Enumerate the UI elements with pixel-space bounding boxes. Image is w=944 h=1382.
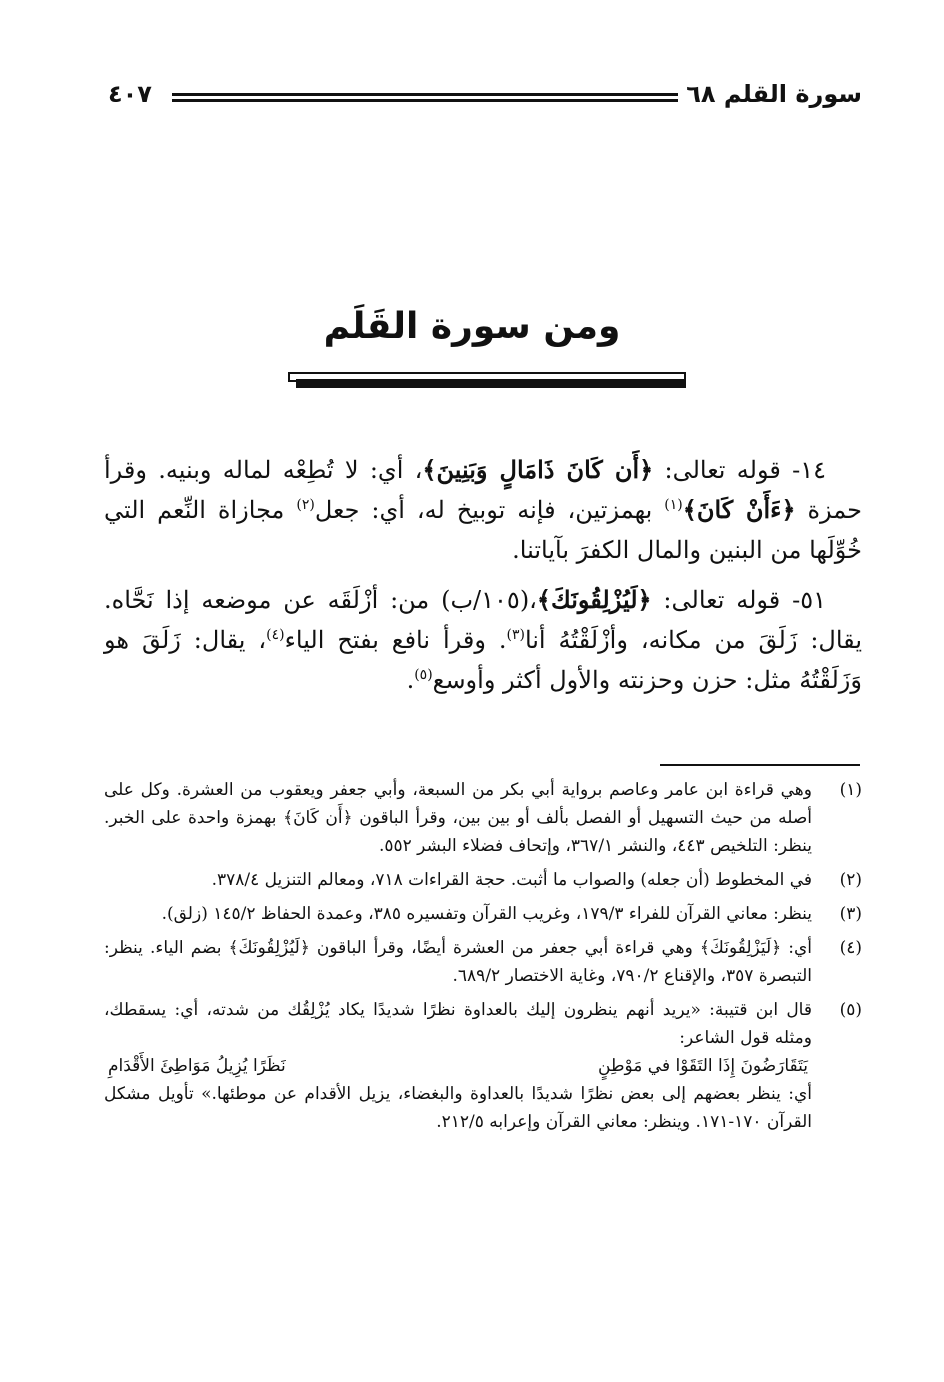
surah-label: سورة القلم ٦٨	[686, 80, 862, 108]
footnote-marker: (٥)	[414, 667, 433, 683]
footnote-number: (١)	[839, 780, 862, 800]
footnotes	[104, 776, 862, 1142]
footnote-separator	[660, 764, 860, 766]
paragraph-text: ، يقال: زَلَقَ هو وَزَلَقْتُهُ مثل: حزن وحزنته والأول أكثر وأوسع	[104, 626, 862, 694]
footnote-marker: (٢)	[296, 497, 315, 513]
footnote-number: (٤)	[839, 938, 862, 958]
header-double-rule	[172, 93, 678, 102]
running-header	[108, 80, 862, 116]
paragraph-text: مجازاة النِّعم التي خُوِّلَها من البنين والمال الكفرَ بآياتنا.	[104, 496, 862, 564]
footnote-text-continued: أي: ينظر بعضهم إلى بعض نظرًا شديدًا بالعداوة والبغضاء، يزيل الأقدام عن موطئها.» تأويل مشكل القرآن ١٧٠-١٧١. وينظر: معاني القرآن وإعرابه ٢١٢/٥.	[104, 1084, 812, 1132]
main-text	[104, 450, 862, 710]
footnote-marker: (٣)	[506, 627, 525, 643]
paragraph-text: بهمزتين، فإنه توبيخ له، أي: جعل	[314, 496, 665, 524]
footnote-number: (٥)	[839, 1000, 862, 1020]
footnote-text: ينظر: معاني القرآن للفراء ١٧٩/٣، وغريب القرآن وتفسيره ٣٨٥، وعمدة الحفاظ ١٤٥/٢ (زلق).	[161, 904, 812, 924]
footnote-text: أي: ﴿لَيَزْلِقُونَكَ﴾ وهي قراءة أبي جعفر من العشرة أيضًا، وقرأ الباقون ﴿لَيُزْلِقُونَكَ﴾ بضم الياء. ينظر: التبصرة ٣٥٧، والإقناع ٧٩٠/٢، وغاية الاختصار ٦٨٩/٢.	[104, 938, 812, 986]
title-ornament-rule	[288, 372, 686, 382]
page-number: ٤٠٧	[108, 80, 152, 108]
footnote-text: قال ابن قتيبة: «يريد أنهم ينظرون إليك بالعداوة نظرًا شديدًا يكاد يُزْلِقُك من شدته، أي: يسقطك، ومثله قول الشاعر:	[104, 1000, 812, 1048]
footnote-3	[104, 900, 862, 928]
footnote-text: وهي قراءة ابن عامر وعاصم برواية أبي بكر من السبعة، وأبي جعفر ويعقوب من العشرة. وكل على أصله من حيث التسهيل أو الفصل بألف أو بين بين، وقرأ الباقون ﴿أَن كَانَ﴾ بهمزة واحدة على الخبر. ينظر: التلخيص ٤٤٣، والنشر ٣٦٧/١، وإتحاف فضلاء البشر ٥٥٢.	[104, 780, 812, 856]
verse-second-hemistich: نَظَرًا يُزِيلُ مَوَاطِئَ الأَقْدَامِ	[108, 1056, 286, 1076]
paragraph-text: ، أي: لا تُطِعْه لماله وبنيه. وقرأ حمزة	[104, 456, 863, 524]
quran-quote: ﴿لَيُزْلِقُونَكَ﴾	[536, 585, 652, 614]
chapter-title: ومن سورة القَلَم	[323, 306, 621, 347]
quran-quote: ﴿أَن كَانَ ذَامَالٍ وَبَنِينَ﴾	[422, 455, 654, 484]
paragraph-text: . وقرأ نافع بفتح الياء	[284, 626, 507, 654]
footnote-marker: (١)	[664, 497, 683, 513]
footnote-number: (٢)	[839, 870, 862, 890]
quran-quote: ﴿ءَأَنْ كَانَ﴾	[682, 495, 796, 524]
poetry-verse	[104, 1052, 812, 1080]
footnote-text: في المخطوط (أن جعله) والصواب ما أثبت. حجة القراءات ٧١٨، ومعالم التنزيل ٣٧٨/٤.	[211, 870, 812, 890]
paragraph-lead: ١٤- قوله تعالى:	[653, 456, 826, 484]
footnote-marker: (٤)	[266, 627, 285, 643]
paragraph-text: ،(١٠٥/ب) من: أزْلَقَه عن موضعه إذا نَحَّاه. يقال: زَلَقَ من مكانه، وأزْلَقْتُهُ أنا	[104, 586, 862, 654]
footnote-4	[104, 934, 862, 990]
paragraph-text: .	[406, 666, 415, 694]
paragraph-verse-51	[104, 580, 862, 700]
footnote-5	[104, 996, 862, 1136]
paragraph-verse-14	[104, 450, 862, 570]
footnote-number: (٣)	[839, 904, 862, 924]
verse-first-hemistich: يَتَقَارَضُونَ إِذَا التَقَوْا في مَوْطِنٍ	[598, 1056, 808, 1076]
footnote-2	[104, 866, 862, 894]
paragraph-lead: ٥١- قوله تعالى:	[651, 586, 826, 614]
footnote-1	[104, 776, 862, 860]
